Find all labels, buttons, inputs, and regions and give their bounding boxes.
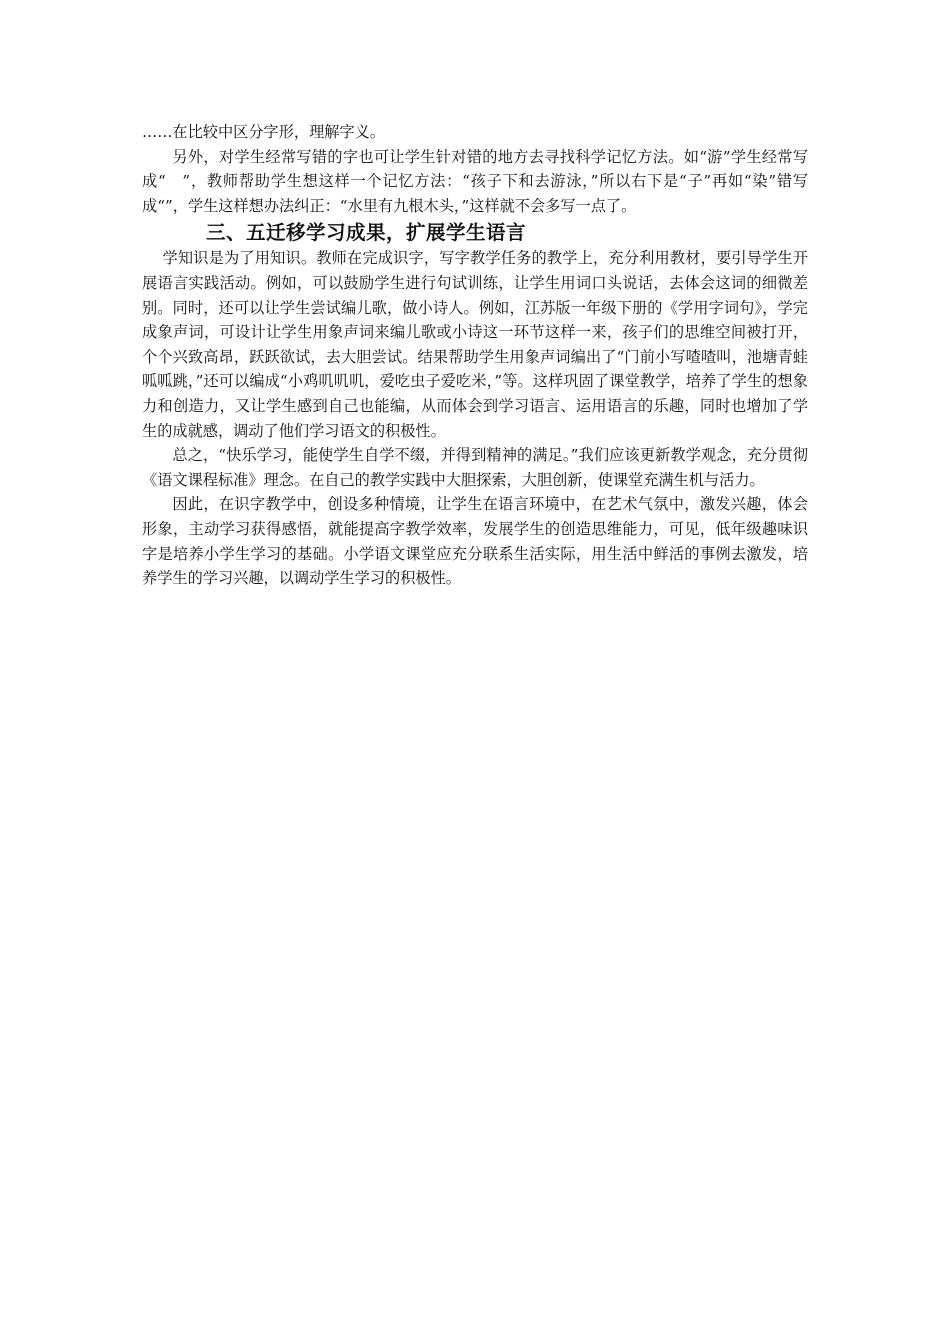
document-page xyxy=(142,120,808,591)
paragraph-memory-methods: 另外，对学生经常写错的字也可让学生针对错的地方去寻找科学记忆方法。如“游”学生经常写成“ ”，教师帮助学生想这样一个记忆方法：“孩子下和去游泳，”所以右下是“子”再如“染”错写成“”，学生这样想办法纠正：“水里有九根木头，”这样就不会多写一点了。 xyxy=(142,147,808,215)
paragraph-continuation: ……在比较中区分字形，理解字义。 xyxy=(142,123,385,141)
paragraph-summary: 总之，“快乐学习，能使学生自学不缀，并得到精神的满足。”我们应该更新教学观念，充分贯彻《语文课程标准》理念。在自己的教学实践中大胆探索，大胆创新，使课堂充满生机与活力。 xyxy=(142,446,808,489)
paragraph-language-practice: 学知识是为了用知识。教师在完成识字，写字教学任务的教学上，充分利用教材，要引导学生开展语言实践活动。例如，可以鼓励学生进行句试训练，让学生用词口头说话，去体会这词的细微差别。同时，还可以让学生尝试编儿歌，做小诗人。例如，江苏版一年级下册的《学用字词句》，学完成象声词，可设计让学生用象声词来编儿歌或小诗这一环节这样一来，孩子们的思维空间被打开，个个兴致高昂，跃跃欲试，去大胆尝试。结果帮助学生用象声词编出了“门前小写喳喳叫，池塘青蛙呱呱跳，”还可以编成“小鸡叽叽叽，爱吃虫子爱吃米，”等。这样巩固了课堂教学，培养了学生的想象力和创造力，又让学生感到自己也能编，从而体会到学习语言、运用语言的乐趣，同时也增加了学生的成就感，调动了他们学习语文的积极性。 xyxy=(142,249,808,440)
section-heading: 三、五迁移学习成果，扩展学生语言 xyxy=(206,221,527,245)
paragraph-conclusion: 因此，在识字教学中，创设多种情境，让学生在语言环境中，在艺术气氛中，激发兴趣，体会形象，主动学习获得感悟，就能提高字教学效率，发展学生的创造思维能力，可见，低年级趣味识字是培养小学生学习的基础。小学语文课堂应充分联系生活实际，用生活中鲜活的事例去激发，培养学生的学习兴趣，以调动学生学习的积极性。 xyxy=(142,495,808,588)
